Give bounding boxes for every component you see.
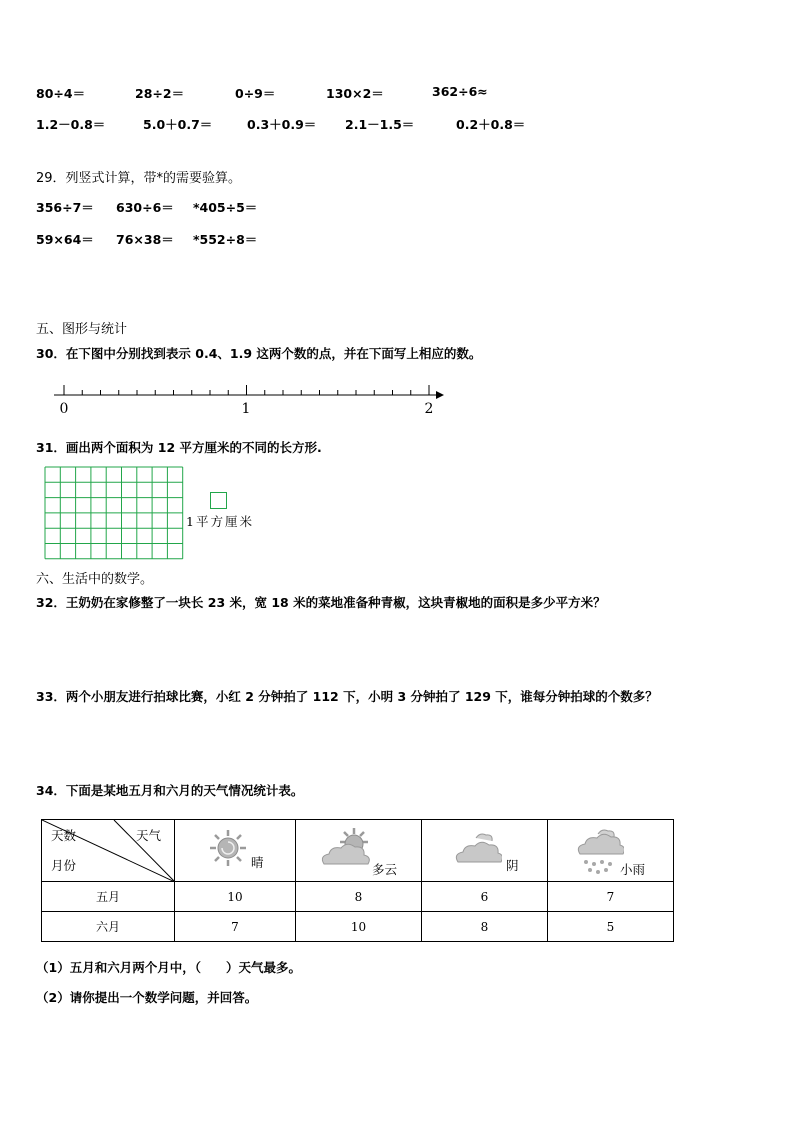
q29-title: 29．列竖式计算，带*的需要验算。 [36,171,242,186]
number-line-label: 2 [424,401,434,417]
vertical-calc-item: 59×64＝ [36,232,94,247]
header-month: 月份 [51,858,77,873]
number-line-ticks [64,385,429,395]
table-row [42,882,674,912]
column-header-sunny [175,820,296,882]
q31-title: 31．画出两个面积为 12 平方厘米的不同的长方形. [36,440,322,455]
calc-item: 2.1－1.5＝ [345,117,415,132]
calc-item: 80÷4＝ [36,86,86,101]
sun-icon [208,828,248,868]
calc-item: 0÷9＝ [235,86,276,101]
weather-label-cloudy: 多云 [372,862,398,877]
vertical-calc-item: 76×38＝ [116,232,174,247]
q33-title: 33．两个小朋友进行拍球比赛，小红 2 分钟拍了 112 下，小明 3 分钟拍了 129 下，谁每分钟拍球的个数多？ [36,689,658,704]
vertical-calc-item: 356÷7＝ [36,200,94,215]
value-cell: 7 [548,882,674,912]
arrow-icon [436,391,444,399]
unit-square [210,492,227,509]
vertical-calc-item: *552÷8＝ [193,232,258,247]
vertical-calc-item: *405÷5＝ [193,200,258,215]
calc-item: 130×2＝ [326,86,384,101]
q34-subquestion-2: （2）请你提出一个数学问题，并回答。 [36,990,258,1005]
cloud-icon [454,830,502,866]
calc-item: 0.2＋0.8＝ [456,117,526,132]
weather-label-sunny: 晴 [251,855,264,870]
column-header-overcast [422,820,548,882]
table-header-row [42,820,674,882]
column-header-cloudy [296,820,422,882]
header-days: 天数 [51,828,77,843]
value-cell: 10 [175,882,296,912]
diagonal-header-cell [42,820,175,882]
value-cell: 10 [296,912,422,942]
value-cell: 5 [548,912,674,942]
number-line-label: 1 [241,401,251,417]
light-rain-icon [576,826,624,876]
calc-item: 0.3＋0.9＝ [247,117,317,132]
calc-item: 5.0＋0.7＝ [143,117,213,132]
weather-label-light-rain: 小雨 [620,862,646,877]
unit-square-label: 1平方厘米 [186,514,254,529]
value-cell: 8 [422,912,548,942]
header-weather: 天气 [136,828,162,843]
weather-table [41,819,674,942]
partly-cloudy-icon [318,826,380,870]
q34-title: 34．下面是某地五月和六月的天气情况统计表。 [36,783,304,798]
number-line-label: 0 [59,401,69,417]
column-header-light-rain [548,820,674,882]
calc-item: 1.2－0.8＝ [36,117,106,132]
value-cell: 6 [422,882,548,912]
month-cell: 六月 [42,912,175,942]
square-grid [44,466,184,560]
calc-item: 28÷2＝ [135,86,185,101]
vertical-calc-item: 630÷6＝ [116,200,174,215]
q30-title: 30．在下图中分别找到表示 0.4、1.9 这两个数的点，并在下面写上相应的数。 [36,346,482,361]
number-line [50,380,450,420]
value-cell: 7 [175,912,296,942]
month-cell: 五月 [42,882,175,912]
q34-subquestion-1: （1）五月和六月两个月中，（ ）天气最多。 [36,960,301,975]
section-5-title: 五、图形与统计 [36,322,128,337]
value-cell: 8 [296,882,422,912]
grid-lines [45,467,183,559]
q32-title: 32．王奶奶在家修整了一块长 23 米，宽 18 米的菜地准备种青椒，这块青椒地的面积是多少平方米？ [36,595,606,610]
table-row [42,912,674,942]
weather-label-overcast: 阴 [506,858,519,873]
section-6-title: 六、生活中的数学。 [36,572,154,587]
calc-item: 362÷6≈ [432,84,488,99]
